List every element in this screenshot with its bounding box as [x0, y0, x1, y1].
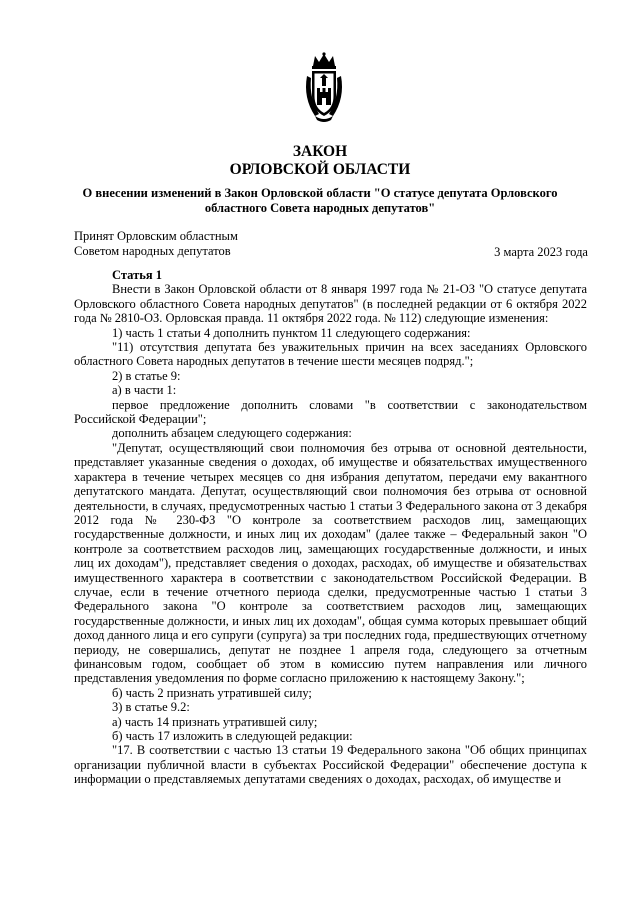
- adoption-date: 3 марта 2023 года: [494, 245, 588, 259]
- paragraph: дополнить абзацем следующего содержания:: [112, 426, 352, 441]
- paragraph: 3) в статье 9.2:: [112, 700, 190, 715]
- article-body: [74, 268, 587, 787]
- law-subject: О внесении изменений в Закон Орловской области "О статусе депутата Орловского областного Совета народных депутатов": [82, 186, 558, 215]
- paragraph: б) часть 17 изложить в следующей редакции:: [112, 729, 353, 743]
- paragraph: "11) отсутствия депутата без уважительных причин на всех заседаниях Орловского областного Совета народных депутатов в течение шести месяцев подряд.";: [74, 340, 587, 369]
- paragraph: первое предложение дополнить словами "в соответствии с законодательством Российской Федерации";: [74, 397, 587, 427]
- coat-of-arms-icon: [301, 52, 347, 124]
- paragraph: 1) часть 1 статьи 4 дополнить пунктом 11 следующего содержания:: [112, 325, 471, 340]
- paragraph: Внести в Закон Орловской области от 8 января 1997 года № 21-ОЗ "О статусе депутата Орловского областного Совета народных депутатов" (в последней редакции от 6 октября 2022 года № 2810-ОЗ. Орловская правда. 11 октября 2022 года. № 112) следующие изменения:: [74, 282, 587, 326]
- paragraph: 2) в статье 9:: [112, 368, 181, 383]
- adoption-line-2: Советом народных депутатов: [74, 244, 231, 258]
- paragraph: "17. В соответствии с частью 13 статьи 19 Федерального закона "Об общих принципах организации публичной власти в субъектах Российской Федерации" обеспечение доступа к информации о представляемых депутатами сведениях о доходах, расходах, об имуществе и: [74, 743, 587, 787]
- paragraph: а) в части 1:: [112, 383, 177, 398]
- paragraph: а) часть 14 признать утратившей силу;: [112, 714, 318, 729]
- law-title-line-1: ЗАКОН: [292, 143, 348, 160]
- paragraph: б) часть 2 признать утратившей силу;: [112, 685, 312, 700]
- paragraph: "Депутат, осуществляющий свои полномочия без отрыва от основной деятельности, представляет указанные сведения о доходах, об имуществе и обязательствах имущественного характера в течение четырех месяцев со дня избрания депутатом, передачи ему вакантного депутатского мандата. Депутат, осуществляющий свои полномочия без отрыва от основной деятельности, в случаях, предусмотренных частью 1 статьи 3 Федерального закона от 3 декабря 2012 года № 230-ФЗ "О контроле за соответствием расходов лиц, замещающих государственные должности, и иных лиц их доходам" (далее также – Федеральный закон "О контроле за соответствием расходов лиц, замещающих государственные должности, и иных лиц их доходам"), представляет сведения о доходах, расходах, об имуществе и обязательствах имущественного характера в соответствии с законодательством Российской Федерации. В случае, если в течение отчетного периода сделки, предусмотренные частью 1 статьи 3 Федерального закона "О контроле за соответствием расходов лиц, замещающих государственные должности, и иных лиц их доходам", общая сумма которых превышает общий доход данного лица и его супруги (супруга) за три последних года, предшествующих отчетному периоду, не совершались, депутат не позднее 1 апреля года, следующего за отчетным финансовым годом, сообщает об этом в комиссию путем направления или личного представления уведомления по форме согласно приложению к настоящему Закону.";: [74, 440, 587, 686]
- article-heading: Статья 1: [112, 268, 162, 282]
- adoption-block: [74, 229, 238, 259]
- adoption-line-1: Принят Орловским областным: [74, 229, 238, 243]
- law-title-line-2: ОРЛОВСКОЙ ОБЛАСТИ: [229, 161, 411, 178]
